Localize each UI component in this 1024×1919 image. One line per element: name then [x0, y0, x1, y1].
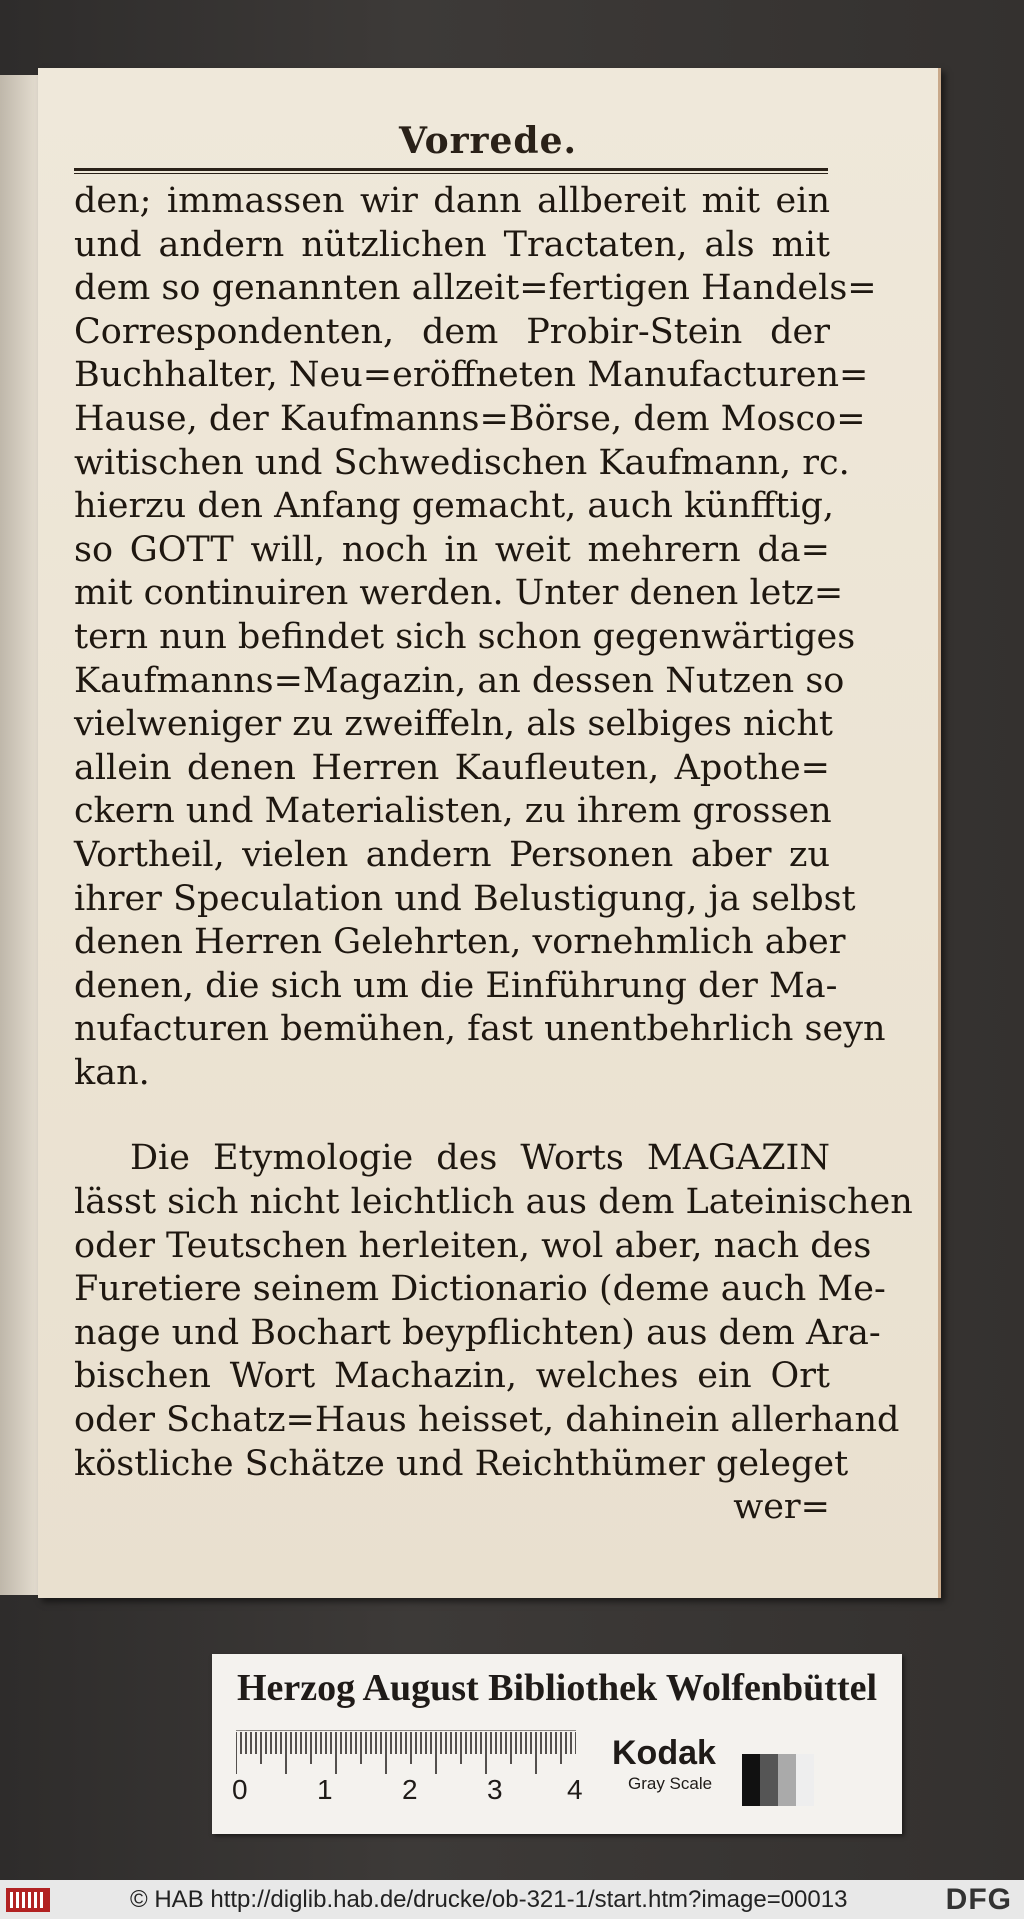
- text-line: und andern nützlichen Tractaten, als mit: [74, 224, 830, 265]
- ruler-number: 4: [567, 1774, 583, 1805]
- swatch: [778, 1754, 796, 1806]
- text-line: Correspondenten, dem Probir-Stein der: [74, 311, 830, 352]
- text-line: allein denen Herren Kaufleuten, Apothe=: [74, 747, 830, 788]
- text-line: Furetiere seinem Dictionario (deme auch Me-: [74, 1269, 886, 1310]
- header-rule-thin: [74, 173, 828, 174]
- color-calibration-card: [212, 1654, 902, 1834]
- footer-bar: [0, 1880, 1024, 1919]
- ruler-number: 3: [487, 1774, 503, 1805]
- hab-logo-icon: [6, 1888, 50, 1912]
- text-line: Kaufmanns=Magazin, an dessen Nutzen so: [74, 660, 845, 701]
- text-line: tern nun befindet sich schon gegenwärtiges: [74, 616, 856, 657]
- dfg-logo: DFG: [945, 1883, 1012, 1916]
- text-line: oder Schatz=Haus heisset, dahinein allerhand: [74, 1400, 900, 1441]
- text-line: denen Herren Gelehrten, vornehmlich aber: [74, 922, 846, 963]
- swatch: [760, 1754, 778, 1806]
- paragraph-gap: [74, 1095, 830, 1137]
- gray-scale-swatches: [742, 1754, 814, 1806]
- ruler-number: 1: [317, 1774, 333, 1805]
- header-rule: [74, 168, 828, 171]
- text-line: so GOTT will, noch in weit mehrern da=: [74, 529, 830, 570]
- text-line: witischen und Schwedischen Kaufmann, rc.: [74, 442, 850, 483]
- ruler-number: 2: [402, 1774, 418, 1805]
- ruler-icon: [236, 1730, 576, 1780]
- swatch: [742, 1754, 760, 1806]
- text-line: Buchhalter, Neu=eröffneten Manufacturen=: [74, 355, 869, 396]
- text-line: oder Teutschen herleiten, wol aber, nach des: [74, 1225, 872, 1266]
- swatch: [796, 1754, 814, 1806]
- adjacent-page-edge: [0, 75, 38, 1595]
- text-line: dem so genannten allzeit=fertigen Handels=: [74, 268, 877, 309]
- text-line: köstliche Schätze und Reichthümer geleget: [74, 1443, 849, 1484]
- body-text: [74, 180, 913, 1530]
- book-page: [38, 68, 941, 1598]
- text-line: mit continuiren werden. Unter denen letz=: [74, 573, 844, 614]
- text-line: ckern und Materialisten, zu ihrem grossen: [74, 791, 832, 832]
- text-line: lässt sich nicht leichtlich aus dem Lateinischen: [74, 1182, 913, 1223]
- text-line: den; immassen wir dann allbereit mit ein: [74, 181, 830, 221]
- text-line: Die Etymologie des Worts MAGAZIN: [130, 1138, 830, 1179]
- text-line: nufacturen bemühen, fast unentbehrlich seyn: [74, 1009, 886, 1050]
- text-line: nage und Bochart beypflichten) aus dem Ara-: [74, 1312, 881, 1353]
- text-line: hierzu den Anfang gemacht, auch künfftig,: [74, 486, 835, 527]
- text-line: Vortheil, vielen andern Personen aber zu: [74, 834, 830, 875]
- gray-scale-label: Gray Scale: [628, 1774, 713, 1793]
- ruler-number: 0: [232, 1774, 248, 1805]
- footer-copyright-link[interactable]: © HAB http://diglib.hab.de/drucke/ob-321-1/start.htm?image=00013: [130, 1886, 848, 1913]
- text-line: bischen Wort Machazin, welches ein Ort: [74, 1356, 830, 1397]
- text-line: ihrer Speculation und Belustigung, ja selbst: [74, 878, 856, 919]
- text-line: kan.: [74, 1052, 150, 1093]
- kodak-logo: Kodak: [612, 1734, 716, 1772]
- text-line: denen, die sich um die Einführung der Ma-: [74, 965, 838, 1006]
- library-name: Herzog August Bibliothek Wolfenbüttel: [236, 1667, 878, 1709]
- text-line: Hause, der Kaufmanns=Börse, dem Mosco=: [74, 398, 866, 439]
- catchword: wer=: [733, 1487, 830, 1528]
- text-line: vielweniger zu zweiffeln, als selbiges nicht: [74, 704, 833, 745]
- running-head: Vorrede.: [398, 120, 578, 162]
